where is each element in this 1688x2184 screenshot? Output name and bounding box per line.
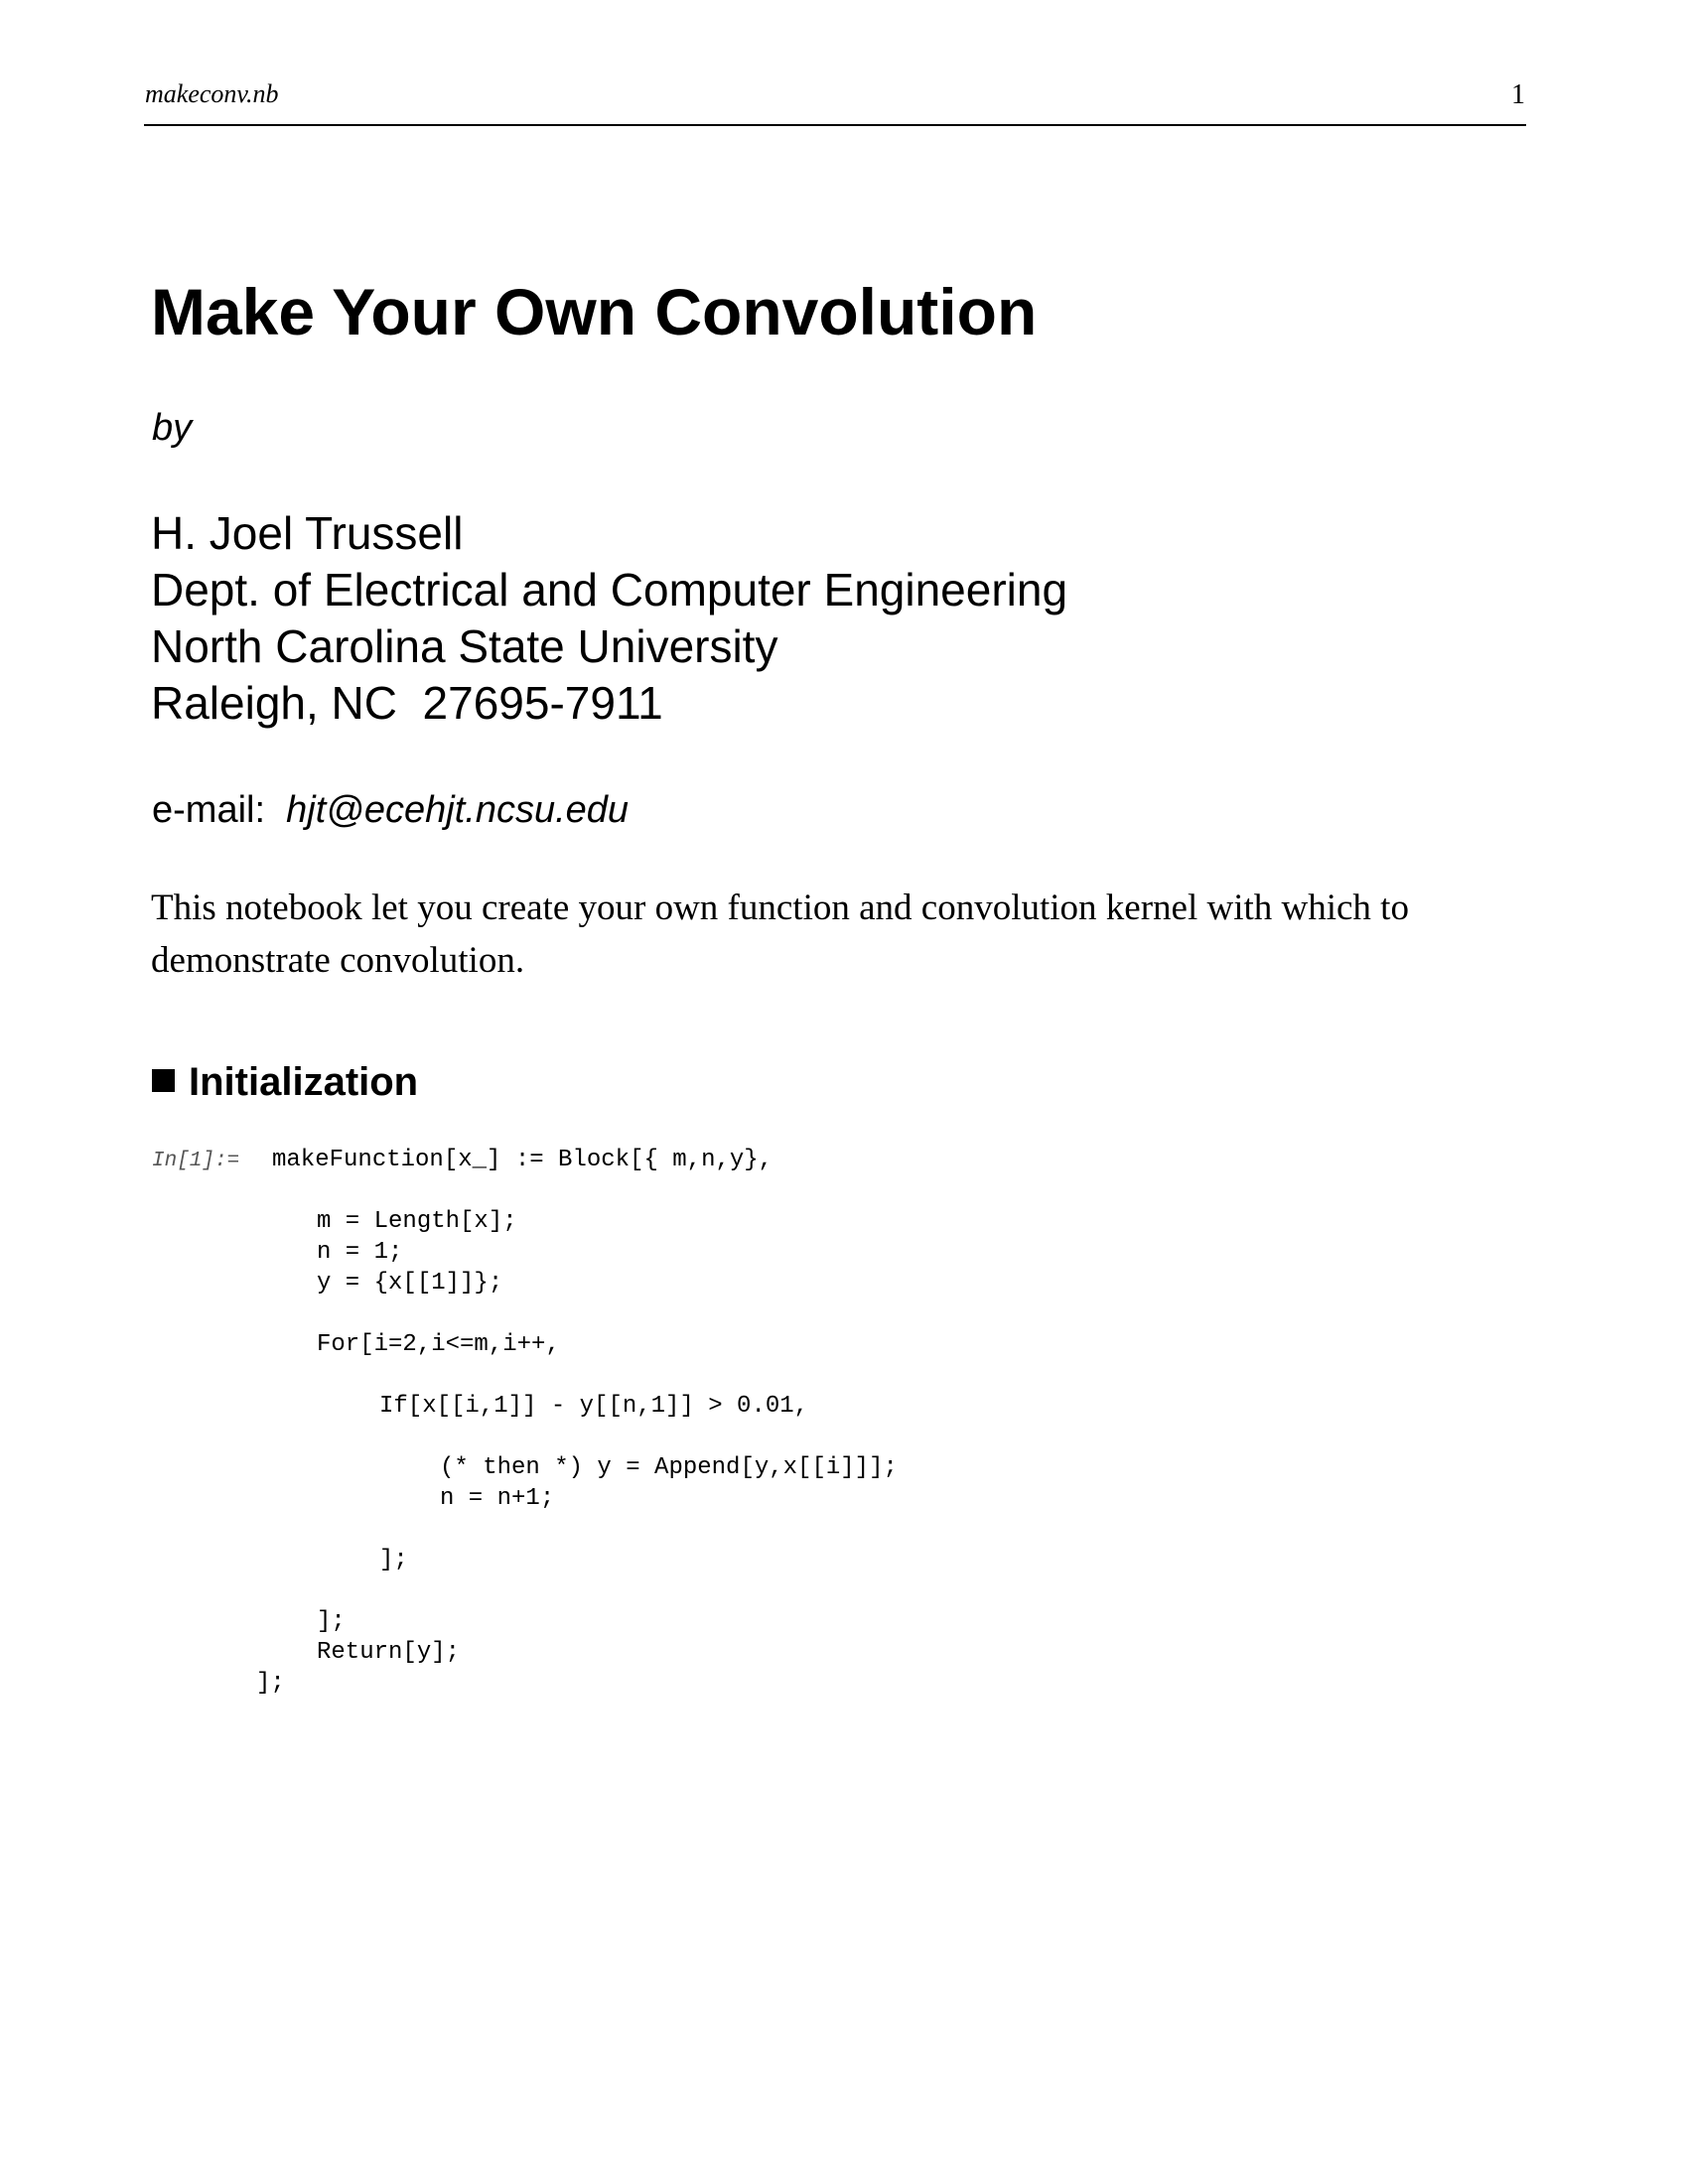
cell-input-label: In[1]:= <box>152 1150 240 1172</box>
code-line: y = {x[[1]]}; <box>317 1270 503 1297</box>
intro-line: This notebook let you create your own function and convolution kernel with which to <box>151 887 1409 928</box>
code-line: n = 1; <box>317 1239 403 1266</box>
intro-line: demonstrate convolution. <box>151 940 525 981</box>
code-line: m = Length[x]; <box>317 1208 517 1235</box>
email-label: e-mail: <box>152 789 266 831</box>
code-line: n = n+1; <box>440 1485 555 1512</box>
email-line <box>152 789 629 832</box>
author-department: Dept. of Electrical and Computer Engineering <box>151 564 1068 615</box>
code-line: ]; <box>317 1608 346 1635</box>
code-line: For[i=2,i<=m,i++, <box>317 1331 560 1358</box>
code-line: (* then *) y = Append[y,x[[i]]]; <box>440 1454 898 1481</box>
section-bullet-icon <box>152 1069 175 1092</box>
section-heading-label: Initialization <box>189 1060 419 1104</box>
code-line: makeFunction[x_] := Block[{ m,n,y}, <box>272 1147 774 1173</box>
author-name: H. Joel Trussell <box>151 507 464 559</box>
section-heading[interactable] <box>152 1060 418 1105</box>
code-line: ]; <box>256 1670 285 1697</box>
header-divider <box>144 124 1526 126</box>
document-title: Make Your Own Convolution <box>151 275 1038 348</box>
code-line: If[x[[i,1]] - y[[n,1]] > 0.01, <box>379 1393 809 1420</box>
byline: by <box>152 407 193 449</box>
email-address[interactable]: hjt@ecehjt.ncsu.edu <box>286 789 630 831</box>
notebook-filename: makeconv.nb <box>145 79 279 108</box>
author-city: Raleigh, NC 27695-7911 <box>151 677 663 729</box>
code-line: ]; <box>379 1547 408 1573</box>
author-university: North Carolina State University <box>151 620 778 672</box>
page-number: 1 <box>1511 79 1525 110</box>
code-line: Return[y]; <box>317 1639 461 1666</box>
